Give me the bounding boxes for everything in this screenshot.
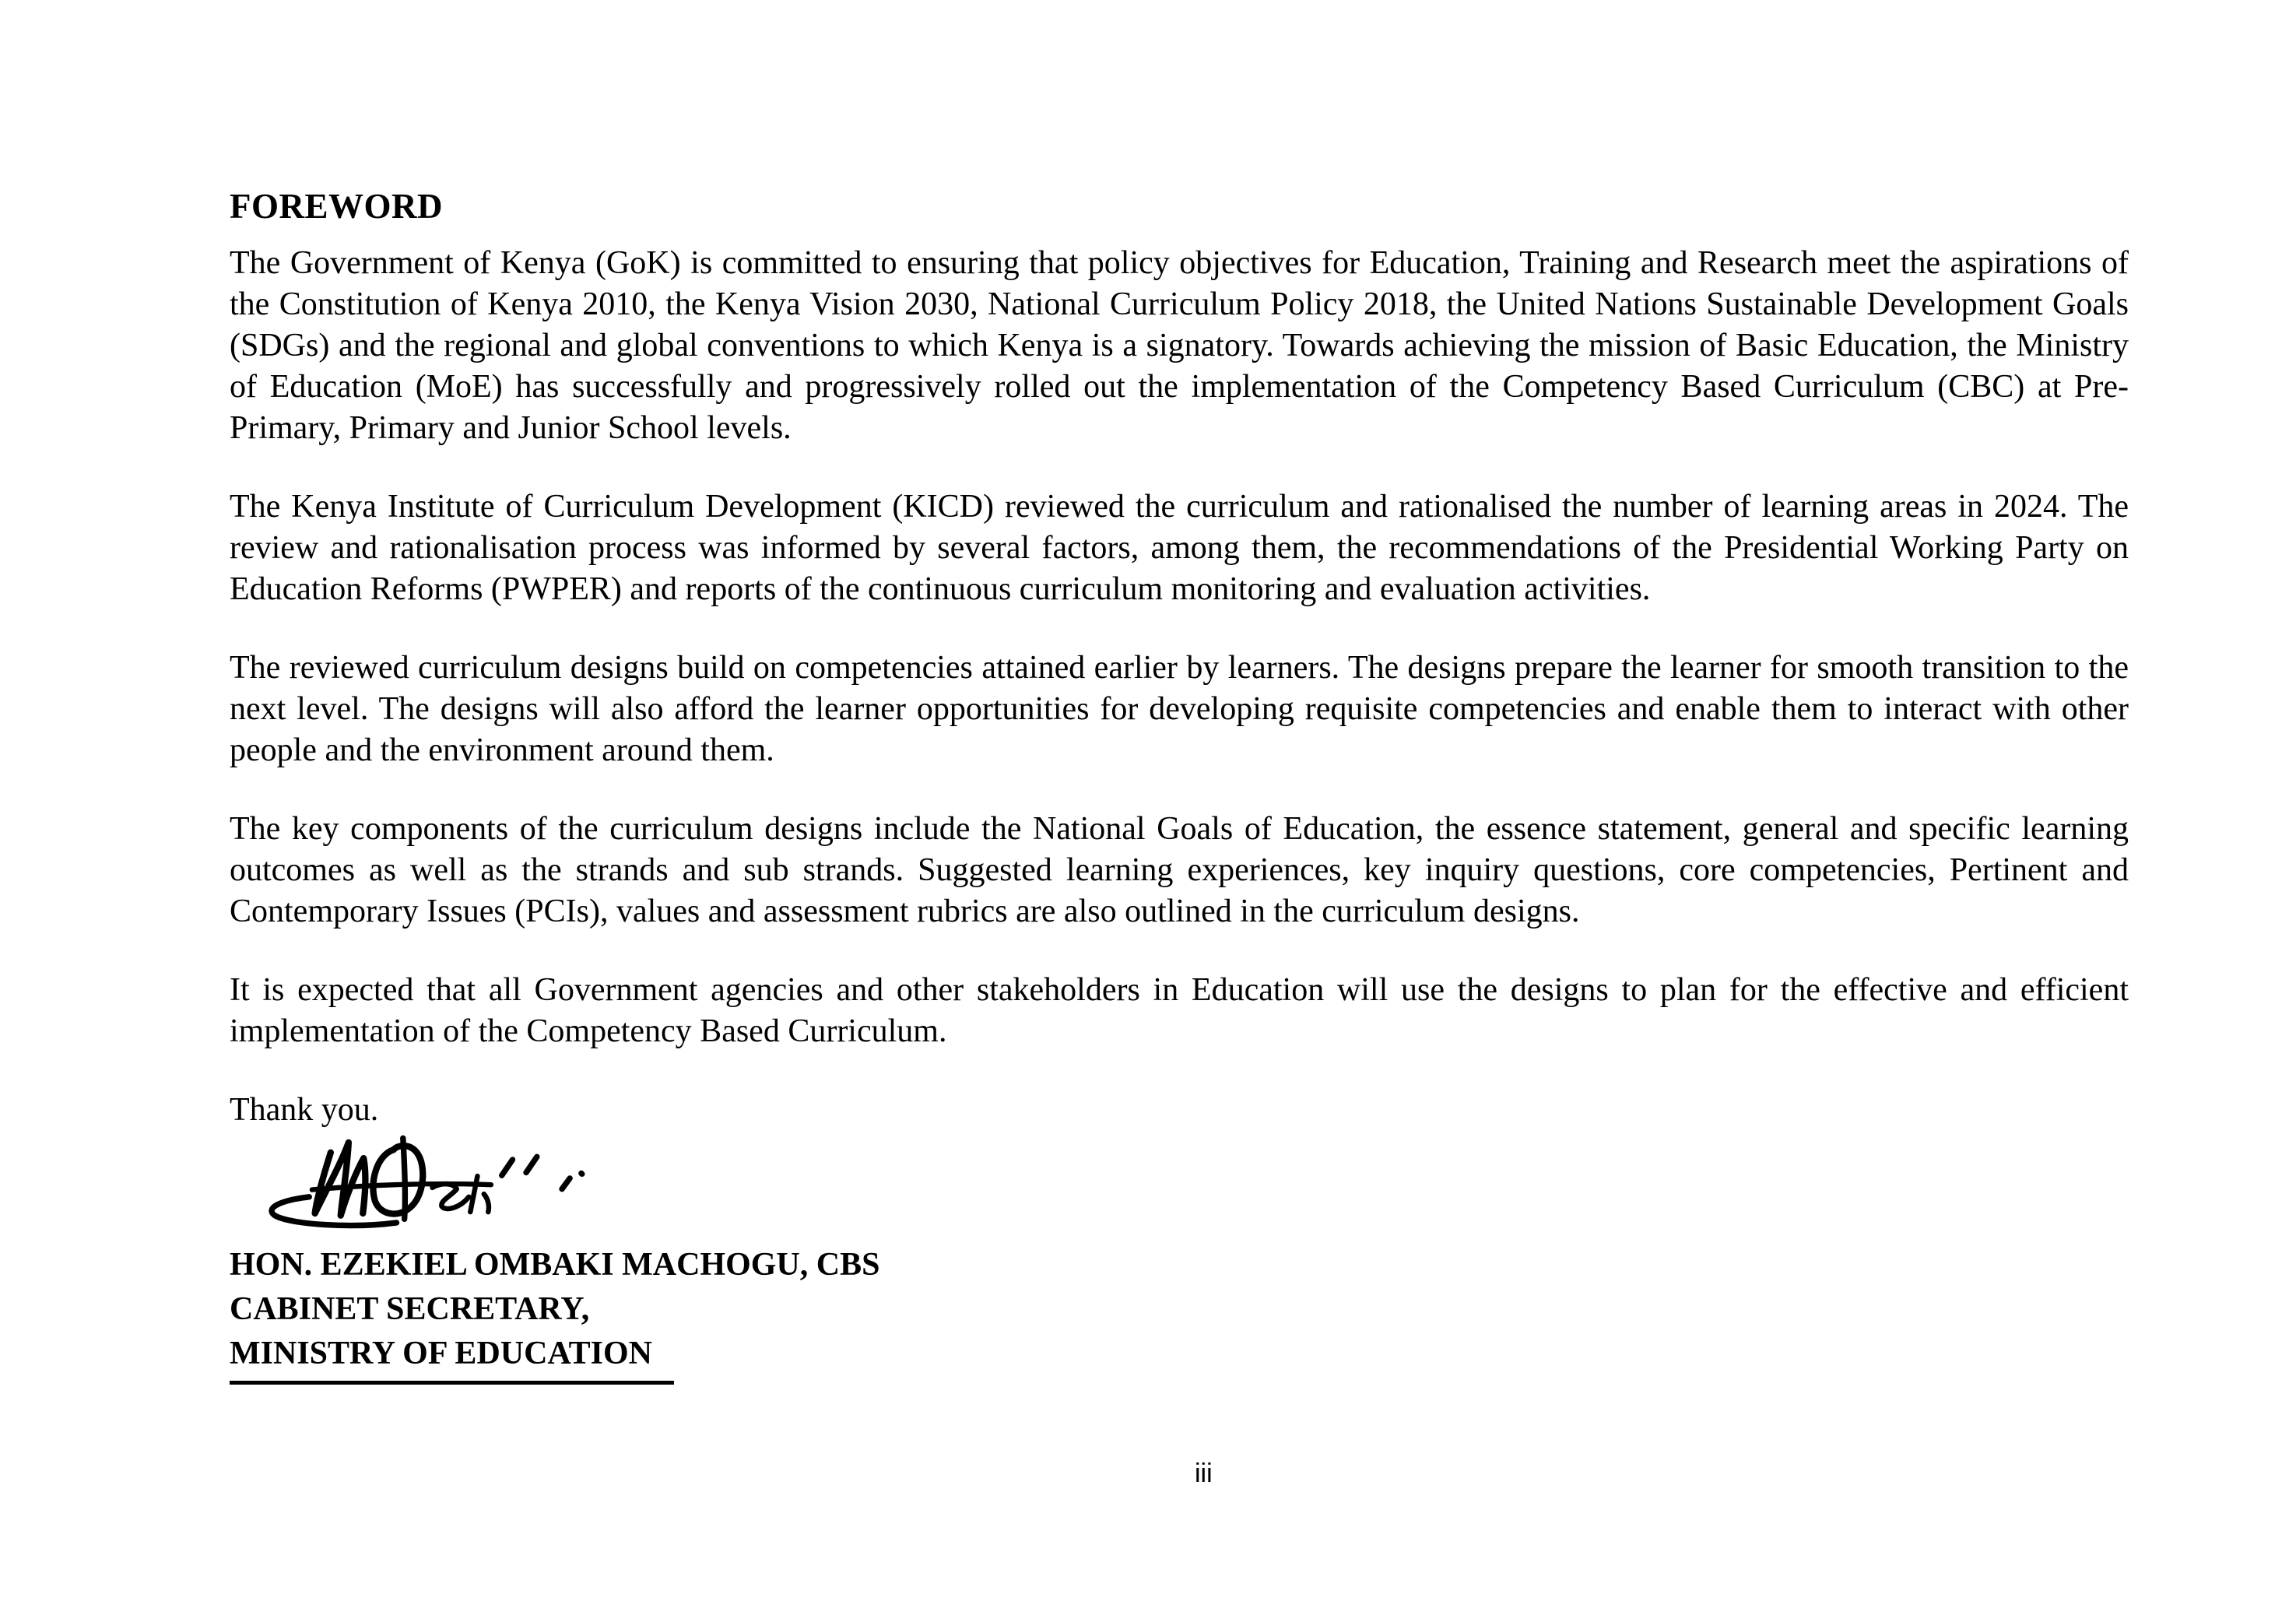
closing-line: Thank you. [230,1092,379,1128]
signatory-name: HON. EZEKIEL OMBAKI MACHOGU, CBS [230,1247,880,1283]
page-number: iii [1195,1459,1213,1488]
signature-image [236,1132,629,1240]
signatory-block [230,1243,2129,1385]
paragraph-2: The Kenya Institute of Curriculum Development (KICD) reviewed the curriculum and rationalised the number of learning areas in 2024. The review and rationalisation process was informed by several factors, among them, the recommendations of the Presidential Working Party on Education Reforms (PWPER) and reports of the continuous curriculum monitoring and evaluation activities. [230,489,2129,607]
paragraph-1: The Government of Kenya (GoK) is committed to ensuring that policy objectives for Education, Training and Research meet the aspirations of the Constitution of Kenya 2010, the Kenya Vision 2030, National Curriculum Policy 2018, the United Nations Sustainable Development Goals (SDGs) and the regional and global conventions to which Kenya is a signatory. Towards achieving the mission of Basic Education, the Ministry of Education (MoE) has successfully and progressively rolled out the implementation of the Competency Based Curriculum (CBC) at Pre-Primary, Primary and Junior School levels. [230,245,2129,446]
foreword-section [230,187,2129,1385]
page-title: FOREWORD [230,187,443,226]
paragraph-5: It is expected that all Government agencies and other stakeholders in Education will use the designs to plan for the effective and efficient implementation of the Competency Based Curriculum. [230,972,2129,1049]
paragraph-3: The reviewed curriculum designs build on competencies attained earlier by learners. The designs prepare the learner for smooth transition to the next level. The designs will also afford the learner opportunities for developing requisite competencies and enable them to interact with other people and the environment around them. [230,650,2129,768]
signatory-organization: MINISTRY OF EDUCATION [230,1332,2129,1385]
paragraph-4: The key components of the curriculum designs include the National Goals of Education, the essence statement, general and specific learning outcomes as well as the strands and sub strands. Suggested learning experiences, key inquiry questions, core competencies, Pertinent and Contemporary Issues (PCIs), values and assessment rubrics are also outlined in the curriculum designs. [230,811,2129,929]
signatory-title: CABINET SECRETARY, [230,1291,590,1327]
